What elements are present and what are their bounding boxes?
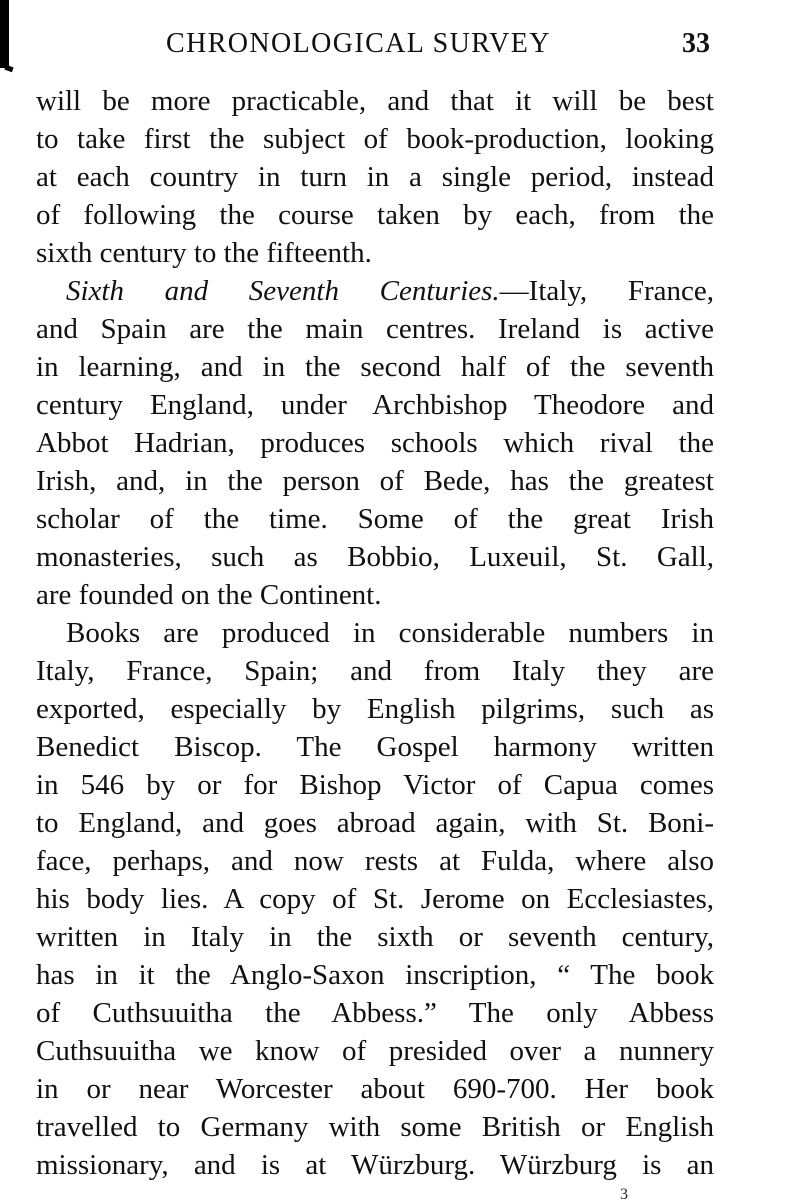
text-line: in or near Worcester about 690-700. Her book: [36, 1073, 714, 1105]
text-line: at each country in turn in a single period, instead: [36, 161, 714, 193]
text-line: are founded on the Continent.: [36, 579, 382, 611]
text-line: scholar of the time. Some of the great Irish: [36, 503, 714, 535]
text-line: monasteries, such as Bobbio, Luxeuil, St. Gall,: [36, 541, 714, 573]
text-line: face, perhaps, and now rests at Fulda, where also: [36, 845, 714, 877]
text-line: Irish, and, in the person of Bede, has the greatest: [36, 465, 714, 497]
text-line: Abbot Hadrian, produces schools which rival the: [36, 427, 714, 459]
text-line: his body lies. A copy of St. Jerome on Ecclesiastes,: [36, 883, 714, 915]
text-line: to take first the subject of book-production, looking: [36, 123, 714, 155]
text-line: Benedict Biscop. The Gospel harmony written: [36, 731, 714, 763]
running-title: CHRONOLOGICAL SURVEY: [166, 28, 551, 59]
text-line: exported, especially by English pilgrims, such as: [36, 693, 714, 725]
section-heading: Sixth and Seventh Centuries.: [66, 275, 500, 307]
text-line: Italy, France, Spain; and from Italy they are: [36, 655, 714, 687]
signature-mark: 3: [620, 1186, 628, 1203]
text-line: to England, and goes abroad again, with St. Boni-: [36, 807, 714, 839]
text-line: and Spain are the main centres. Ireland is active: [36, 313, 714, 345]
text-line: written in Italy in the sixth or seventh century,: [36, 921, 714, 953]
text-line: will be more practicable, and that it will be best: [36, 85, 714, 117]
section-heading-line: [66, 274, 714, 308]
text-line: sixth century to the fifteenth.: [36, 237, 372, 269]
text-line: missionary, and is at Würzburg. Würzburg is an: [36, 1149, 714, 1181]
page-number: 33: [682, 28, 710, 59]
text-line: Books are produced in considerable numbers in: [66, 617, 714, 649]
text-line: of following the course taken by each, from the: [36, 199, 714, 231]
text-line: century England, under Archbishop Theodore and: [36, 389, 714, 421]
text-line: has in it the Anglo-Saxon inscription, “ The book: [36, 959, 714, 991]
text-line: travelled to Germany with some British or English: [36, 1111, 714, 1143]
text-line: in learning, and in the second half of the seventh: [36, 351, 714, 383]
page-edge-shadow: [0, 0, 9, 68]
text-line-fragment: —Italy, France,: [499, 275, 714, 307]
text-line: of Cuthsuuitha the Abbess.” The only Abbess: [36, 997, 714, 1029]
text-line: Cuthsuuitha we know of presided over a nunnery: [36, 1035, 714, 1067]
text-line: in 546 by or for Bishop Victor of Capua comes: [36, 769, 714, 801]
scan-speck: [4, 65, 13, 72]
